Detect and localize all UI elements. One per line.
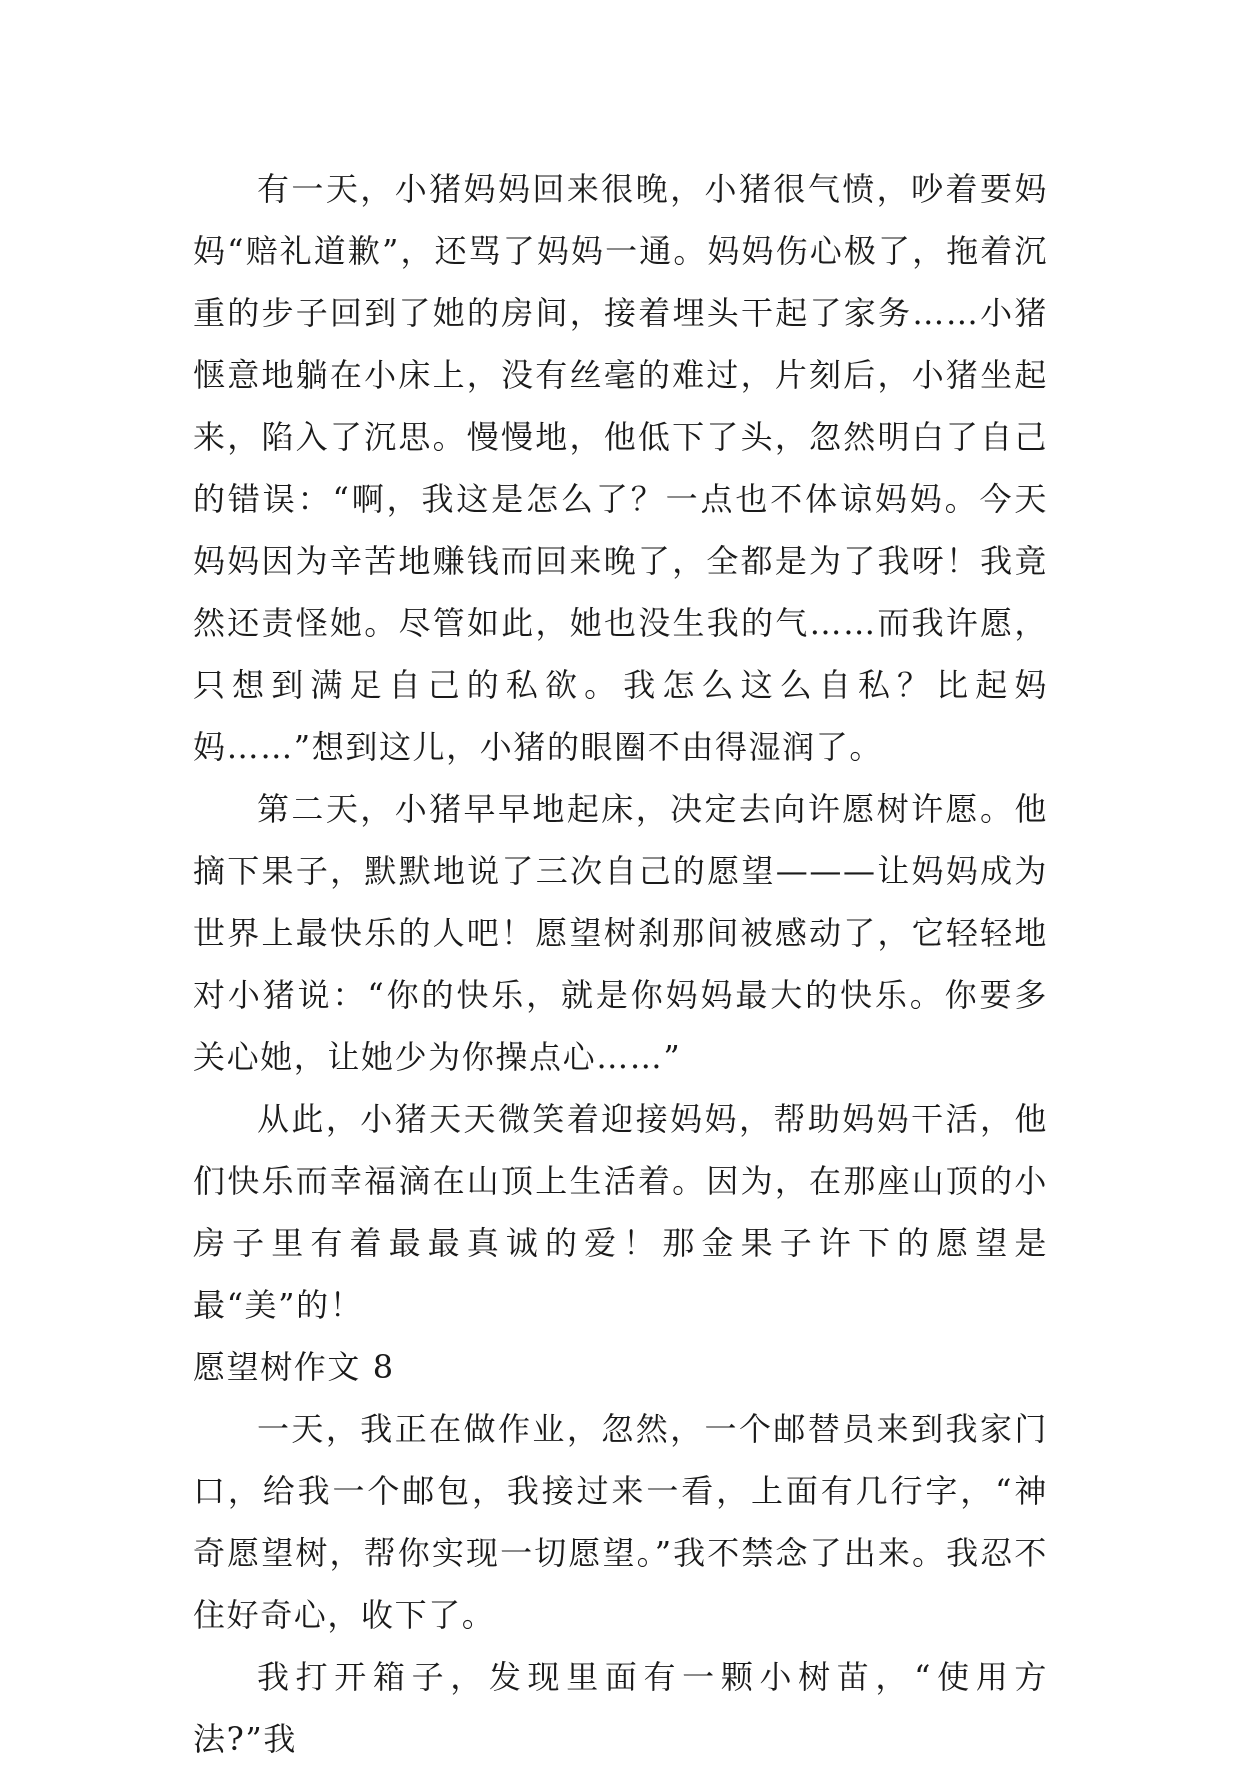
- document-body: [193, 158, 1048, 1770]
- paragraph: 从此，小猪天天微笑着迎接妈妈，帮助妈妈干活，他们快乐而幸福滴在山顶上生活着。因为，在那座山顶的小房子里有着最最真诚的爱！那金果子许下的愿望是最“美”的！: [193, 1100, 1048, 1324]
- paragraph: 有一天，小猪妈妈回来很晚，小猪很气愤，吵着要妈妈“赔礼道歉”，还骂了妈妈一通。妈妈伤心极了，拖着沉重的步子回到了她的房间，接着埋头干起了家务……小猪惬意地躺在小床上，没有丝毫的难过，片刻后，小猪坐起来，陷入了沉思。慢慢地，他低下了头，忽然明白了自己的错误：“啊，我这是怎么了？一点也不体谅妈妈。今天妈妈因为辛苦地赚钱而回来晚了，全都是为了我呀！我竟然还责怪她。尽管如此，她也没生我的气……而我许愿，只想到满足自己的私欲。我怎么这么自私？比起妈妈……”想到这儿，小猪的眼圈不由得湿润了。: [193, 170, 1048, 766]
- paragraph: 我打开箱子，发现里面有一颗小树苗，“使用方法?”我: [193, 1658, 1048, 1758]
- section-heading: 愿望树作文 8: [193, 1348, 395, 1386]
- paragraph: 第二天，小猪早早地起床，决定去向许愿树许愿。他摘下果子，默默地说了三次自己的愿望———让妈妈成为世界上最快乐的人吧！愿望树刹那间被感动了，它轻轻地对小猪说：“你的快乐，就是你妈妈最大的快乐。你要多关心她，让她少为你操点心……”: [193, 790, 1048, 1076]
- paragraph: 一天，我正在做作业，忽然，一个邮替员来到我家门口，给我一个邮包，我接过来一看，上面有几行字，“神奇愿望树，帮你实现一切愿望。”我不禁念了出来。我忍不住好奇心，收下了。: [193, 1410, 1048, 1634]
